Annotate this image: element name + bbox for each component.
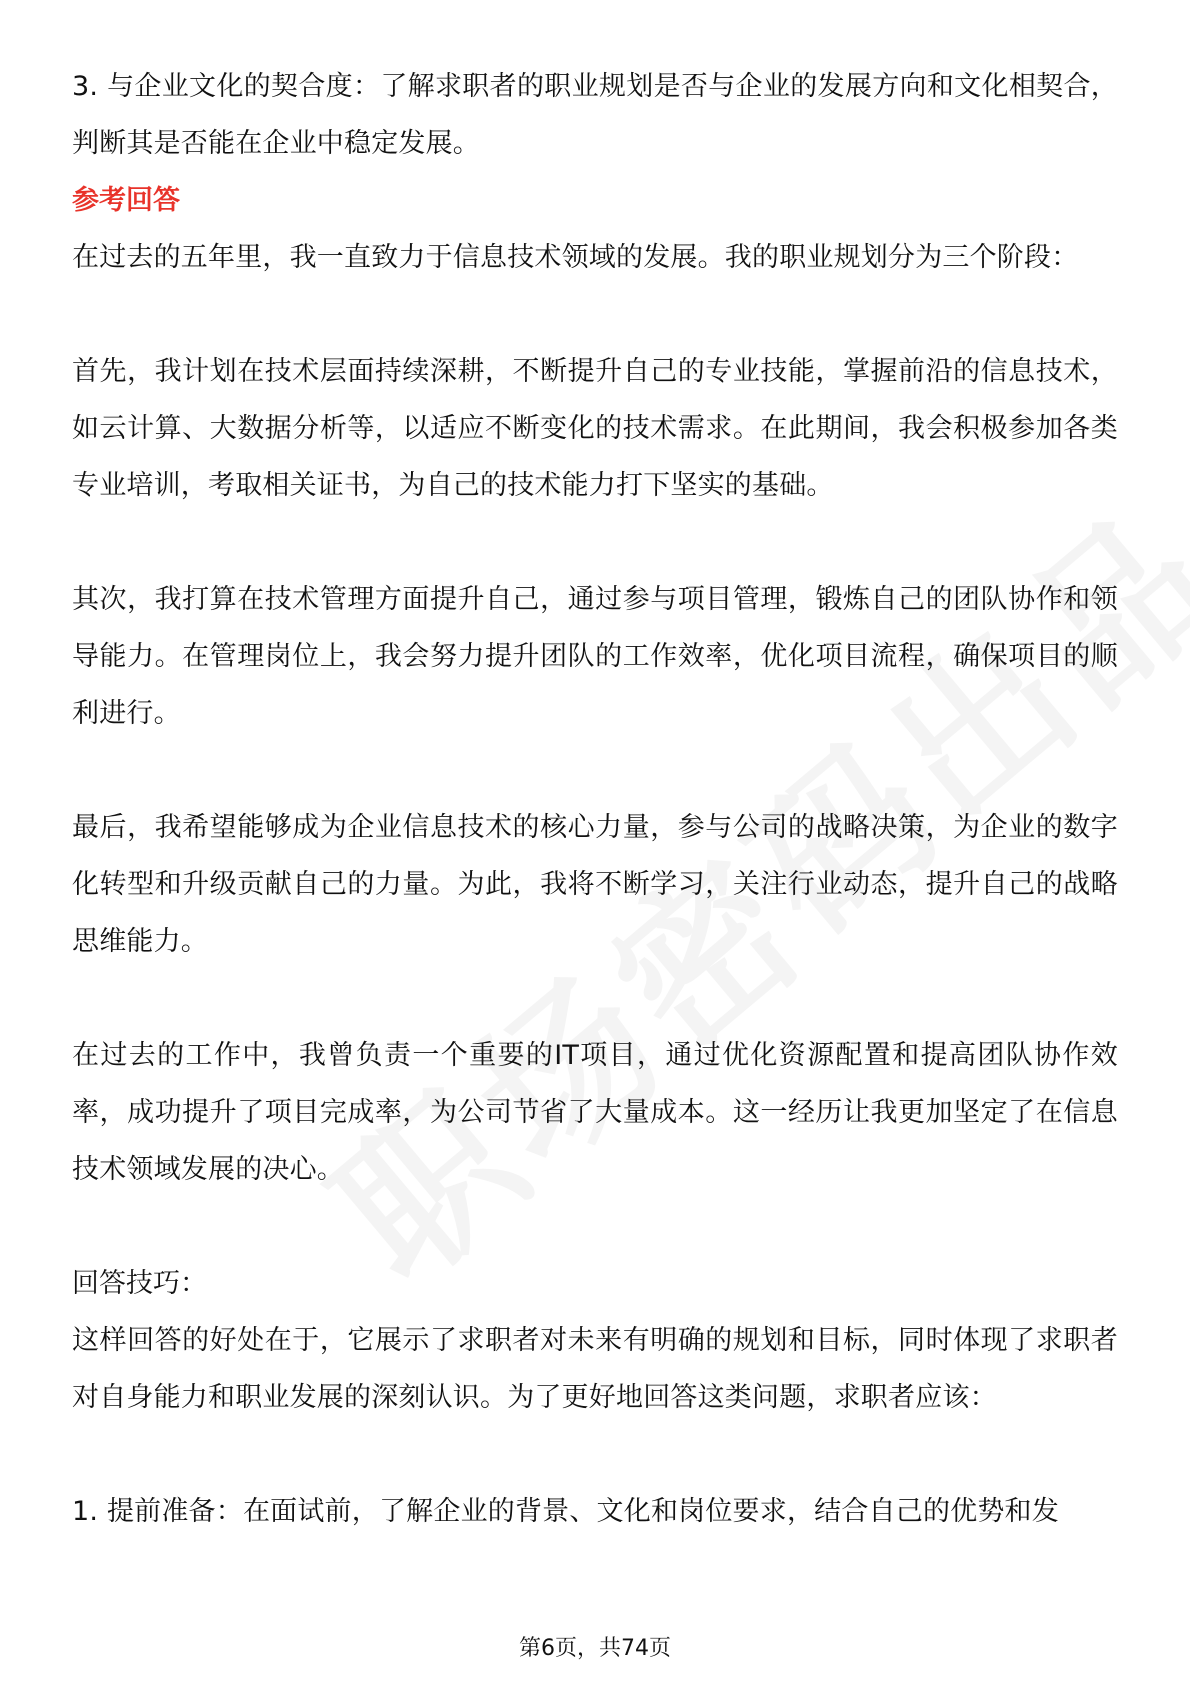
tip-1-text: 1. 提前准备：在面试前，了解企业的背景、文化和岗位要求，结合自己的优势和发 xyxy=(72,1496,1059,1527)
page-number: 第6页，共74页 xyxy=(519,1636,671,1661)
spacer xyxy=(72,742,1118,799)
document-body xyxy=(72,58,1118,1540)
spacer xyxy=(72,970,1118,1027)
tips-label: 回答技巧： xyxy=(72,1268,207,1299)
answer-intro: 在过去的五年里，我一直致力于信息技术领域的发展。我的职业规划分为三个阶段： xyxy=(72,242,1079,273)
reference-answer-heading: 参考回答 xyxy=(72,185,180,216)
answer-paragraph-3: 最后，我希望能够成为企业信息技术的核心力量，参与公司的战略决策，为企业的数字化转型和升级贡献自己的力量。为此，我将不断学习，关注行业动态，提升自己的战略思维能力。 xyxy=(72,812,1118,957)
item-3-text: 3. 与企业文化的契合度：了解求职者的职业规划是否与企业的发展方向和文化相契合，判断其是否能在企业中稳定发展。 xyxy=(72,71,1118,159)
spacer xyxy=(72,1426,1118,1483)
answer-paragraph-4: 在过去的工作中，我曾负责一个重要的IT项目，通过优化资源配置和提高团队协作效率，成功提升了项目完成率，为公司节省了大量成本。这一经历让我更加坚定了在信息技术领域发展的决心。 xyxy=(72,1040,1118,1185)
spacer xyxy=(72,286,1118,343)
spacer xyxy=(72,1198,1118,1255)
answer-paragraph-1: 首先，我计划在技术层面持续深耕，不断提升自己的专业技能，掌握前沿的信息技术，如云计算、大数据分析等，以适应不断变化的技术需求。在此期间，我会积极参加各类专业培训，考取相关证书，为自己的技术能力打下坚实的基础。 xyxy=(72,356,1118,501)
answer-paragraph-2: 其次，我打算在技术管理方面提升自己，通过参与项目管理，锻炼自己的团队协作和领导能力。在管理岗位上，我会努力提升团队的工作效率，优化项目流程，确保项目的顺利进行。 xyxy=(72,584,1118,729)
tips-paragraph: 这样回答的好处在于，它展示了求职者对未来有明确的规划和目标，同时体现了求职者对自身能力和职业发展的深刻认识。为了更好地回答这类问题，求职者应该： xyxy=(72,1325,1118,1413)
spacer xyxy=(72,514,1118,571)
